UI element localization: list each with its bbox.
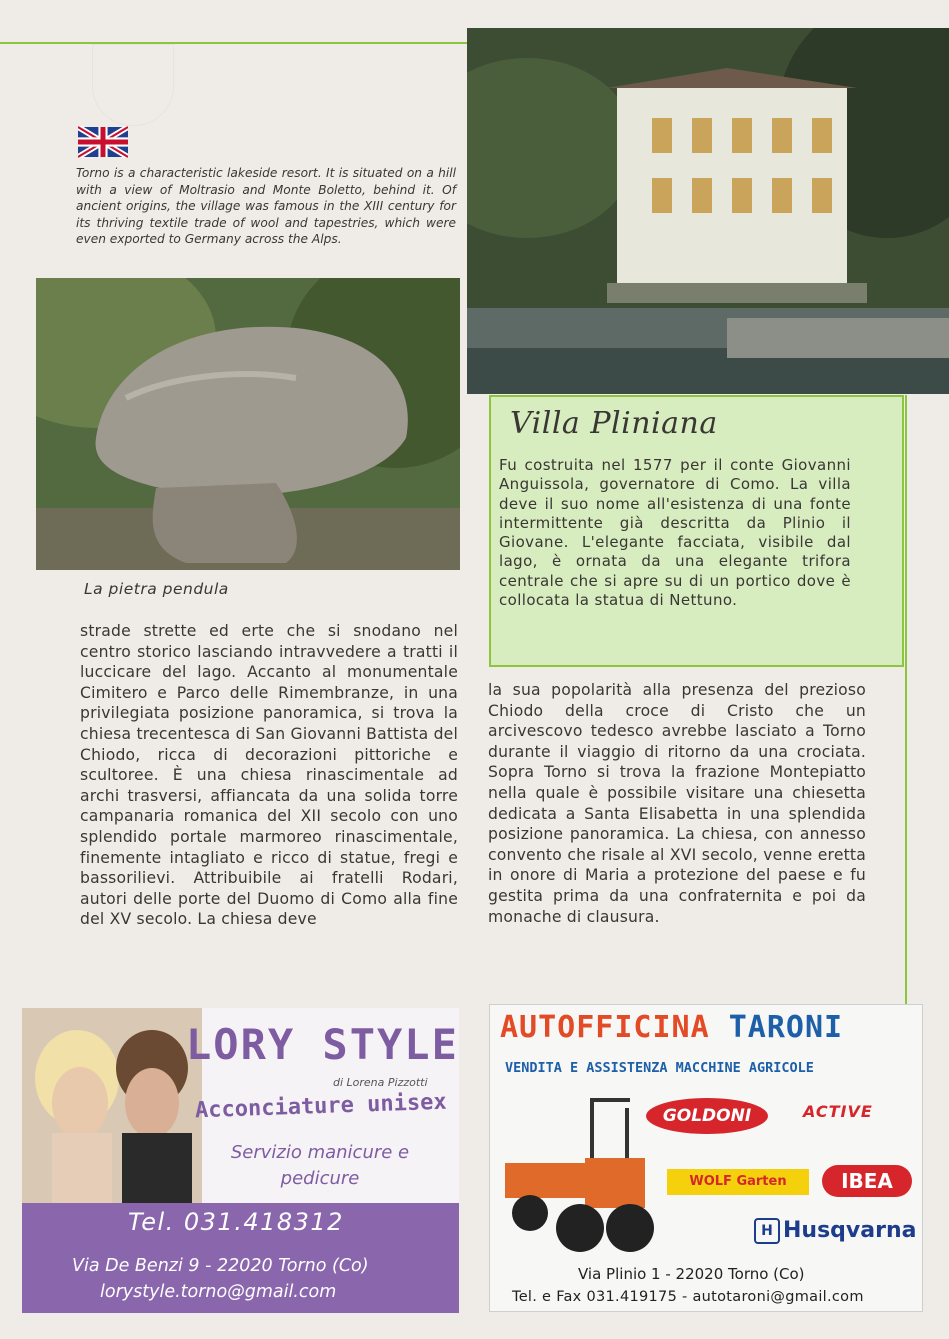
uk-flag-icon	[78, 126, 128, 158]
taroni-address: Via Plinio 1 - 22020 Torno (Co)	[578, 1265, 805, 1283]
right-rule	[905, 395, 907, 1035]
english-intro: Torno is a characteristic lakeside resort. It is situated on a hill with a view of Moltrasio and Monte Boletto, behind it. Of ancient origins, the village was famous in the XIII century for its thriving textile trade of wool and tapestries, which were even exported to Germany across the Alps.	[76, 166, 456, 246]
villa-title: Villa Pliniana	[510, 406, 718, 441]
photo-caption: La pietra pendula	[84, 580, 229, 598]
pietra-pendula-photo	[36, 278, 460, 570]
villa-text: Fu costruita nel 1577 per il conte Giovanni Anguissola, governatore di Como. La villa deve il suo nome all'esistenza di una fonte intermittente già descritta da Plinio il Giovane. L'elegante facciata, visibile dal lago, è ornata da una elegante trifora centrale che si apre su di un portico dove è collocata la statua di Nettuno.	[499, 456, 851, 610]
active-logo: ACTIVE	[803, 1102, 873, 1121]
models-photo	[22, 1008, 202, 1203]
lory-style-phone: Tel. 031.418312	[128, 1208, 344, 1236]
wolf-garten-logo: WOLF Garten	[667, 1169, 809, 1195]
ibea-logo: IBEA	[822, 1165, 912, 1197]
article-column-left: strade strette ed erte che si snodano nel centro storico lasciando intravvedere a tratti il luccicare del lago. Accanto al monumentale Cimitero e Parco delle Rimembranze, in una privilegiata posizione panoramica, si trova la chiesa trecentesca di San Giovanni Battista del Chiodo, ricca di decorazioni pittoriche e scultoree. È una chiesa rinascimentale ad archi trasversi, affiancata da una solida torre campanaria romanica del XII secolo con uno splendido portale marmoreo rinascimentale, finemente intagliato e ricco di statue, fregi e bassorilievi. Attribuibile ai fratelli Rodari, autori delle porte del Duomo di Como alla fine del XV secolo. La chiesa deve	[80, 622, 458, 929]
lory-style-email: lorystyle.torno@gmail.com	[100, 1282, 337, 1302]
article-column-right: la sua popolarità alla presenza del prezioso Chiodo della croce di Cristo che un arcivescovo tedesco avrebbe lasciato a Torno durante il viaggio di ritorno da una crociata. Sopra Torno si trova la frazione Montepiatto nella quale è possibile visitare una chiesetta dedicata a Santa Elisabetta in una splendida posizione panoramica. La chiesa, con annesso convento che risale al XVI secolo, venne eretta in onore di Maria a protezione del paese e fu gestita prima da una confraternita e poi da monache di clausura.	[488, 681, 866, 926]
lory-style-address: Via De Benzi 9 - 22020 Torno (Co)	[72, 1256, 369, 1276]
taroni-subtitle: VENDITA E ASSISTENZA MACCHINE AGRICOLE	[505, 1060, 814, 1076]
villa-pliniana-photo	[467, 28, 949, 394]
tractor-image	[500, 1098, 660, 1258]
husqvarna-crown-icon: H	[754, 1218, 780, 1244]
lory-style-service: Servizio manicure e pedicure	[230, 1142, 410, 1189]
husqvarna-label: Husqvarna	[783, 1218, 917, 1243]
taroni-title-red: AUTOFFICINA	[500, 1010, 710, 1045]
husqvarna-logo	[754, 1218, 916, 1244]
lory-style-title: LORY STYLE	[186, 1020, 459, 1069]
lory-style-owner: di Lorena Pizzotti	[333, 1076, 428, 1089]
crest-watermark	[92, 44, 174, 126]
taroni-title	[500, 1010, 843, 1045]
taroni-phone-email: Tel. e Fax 031.419175 - autotaroni@gmail.com	[512, 1289, 864, 1305]
goldoni-logo: GOLDONI	[646, 1098, 768, 1134]
lory-style-tagline: Acconciature unisex	[194, 1089, 448, 1124]
taroni-title-blue: TARONI	[728, 1010, 844, 1045]
